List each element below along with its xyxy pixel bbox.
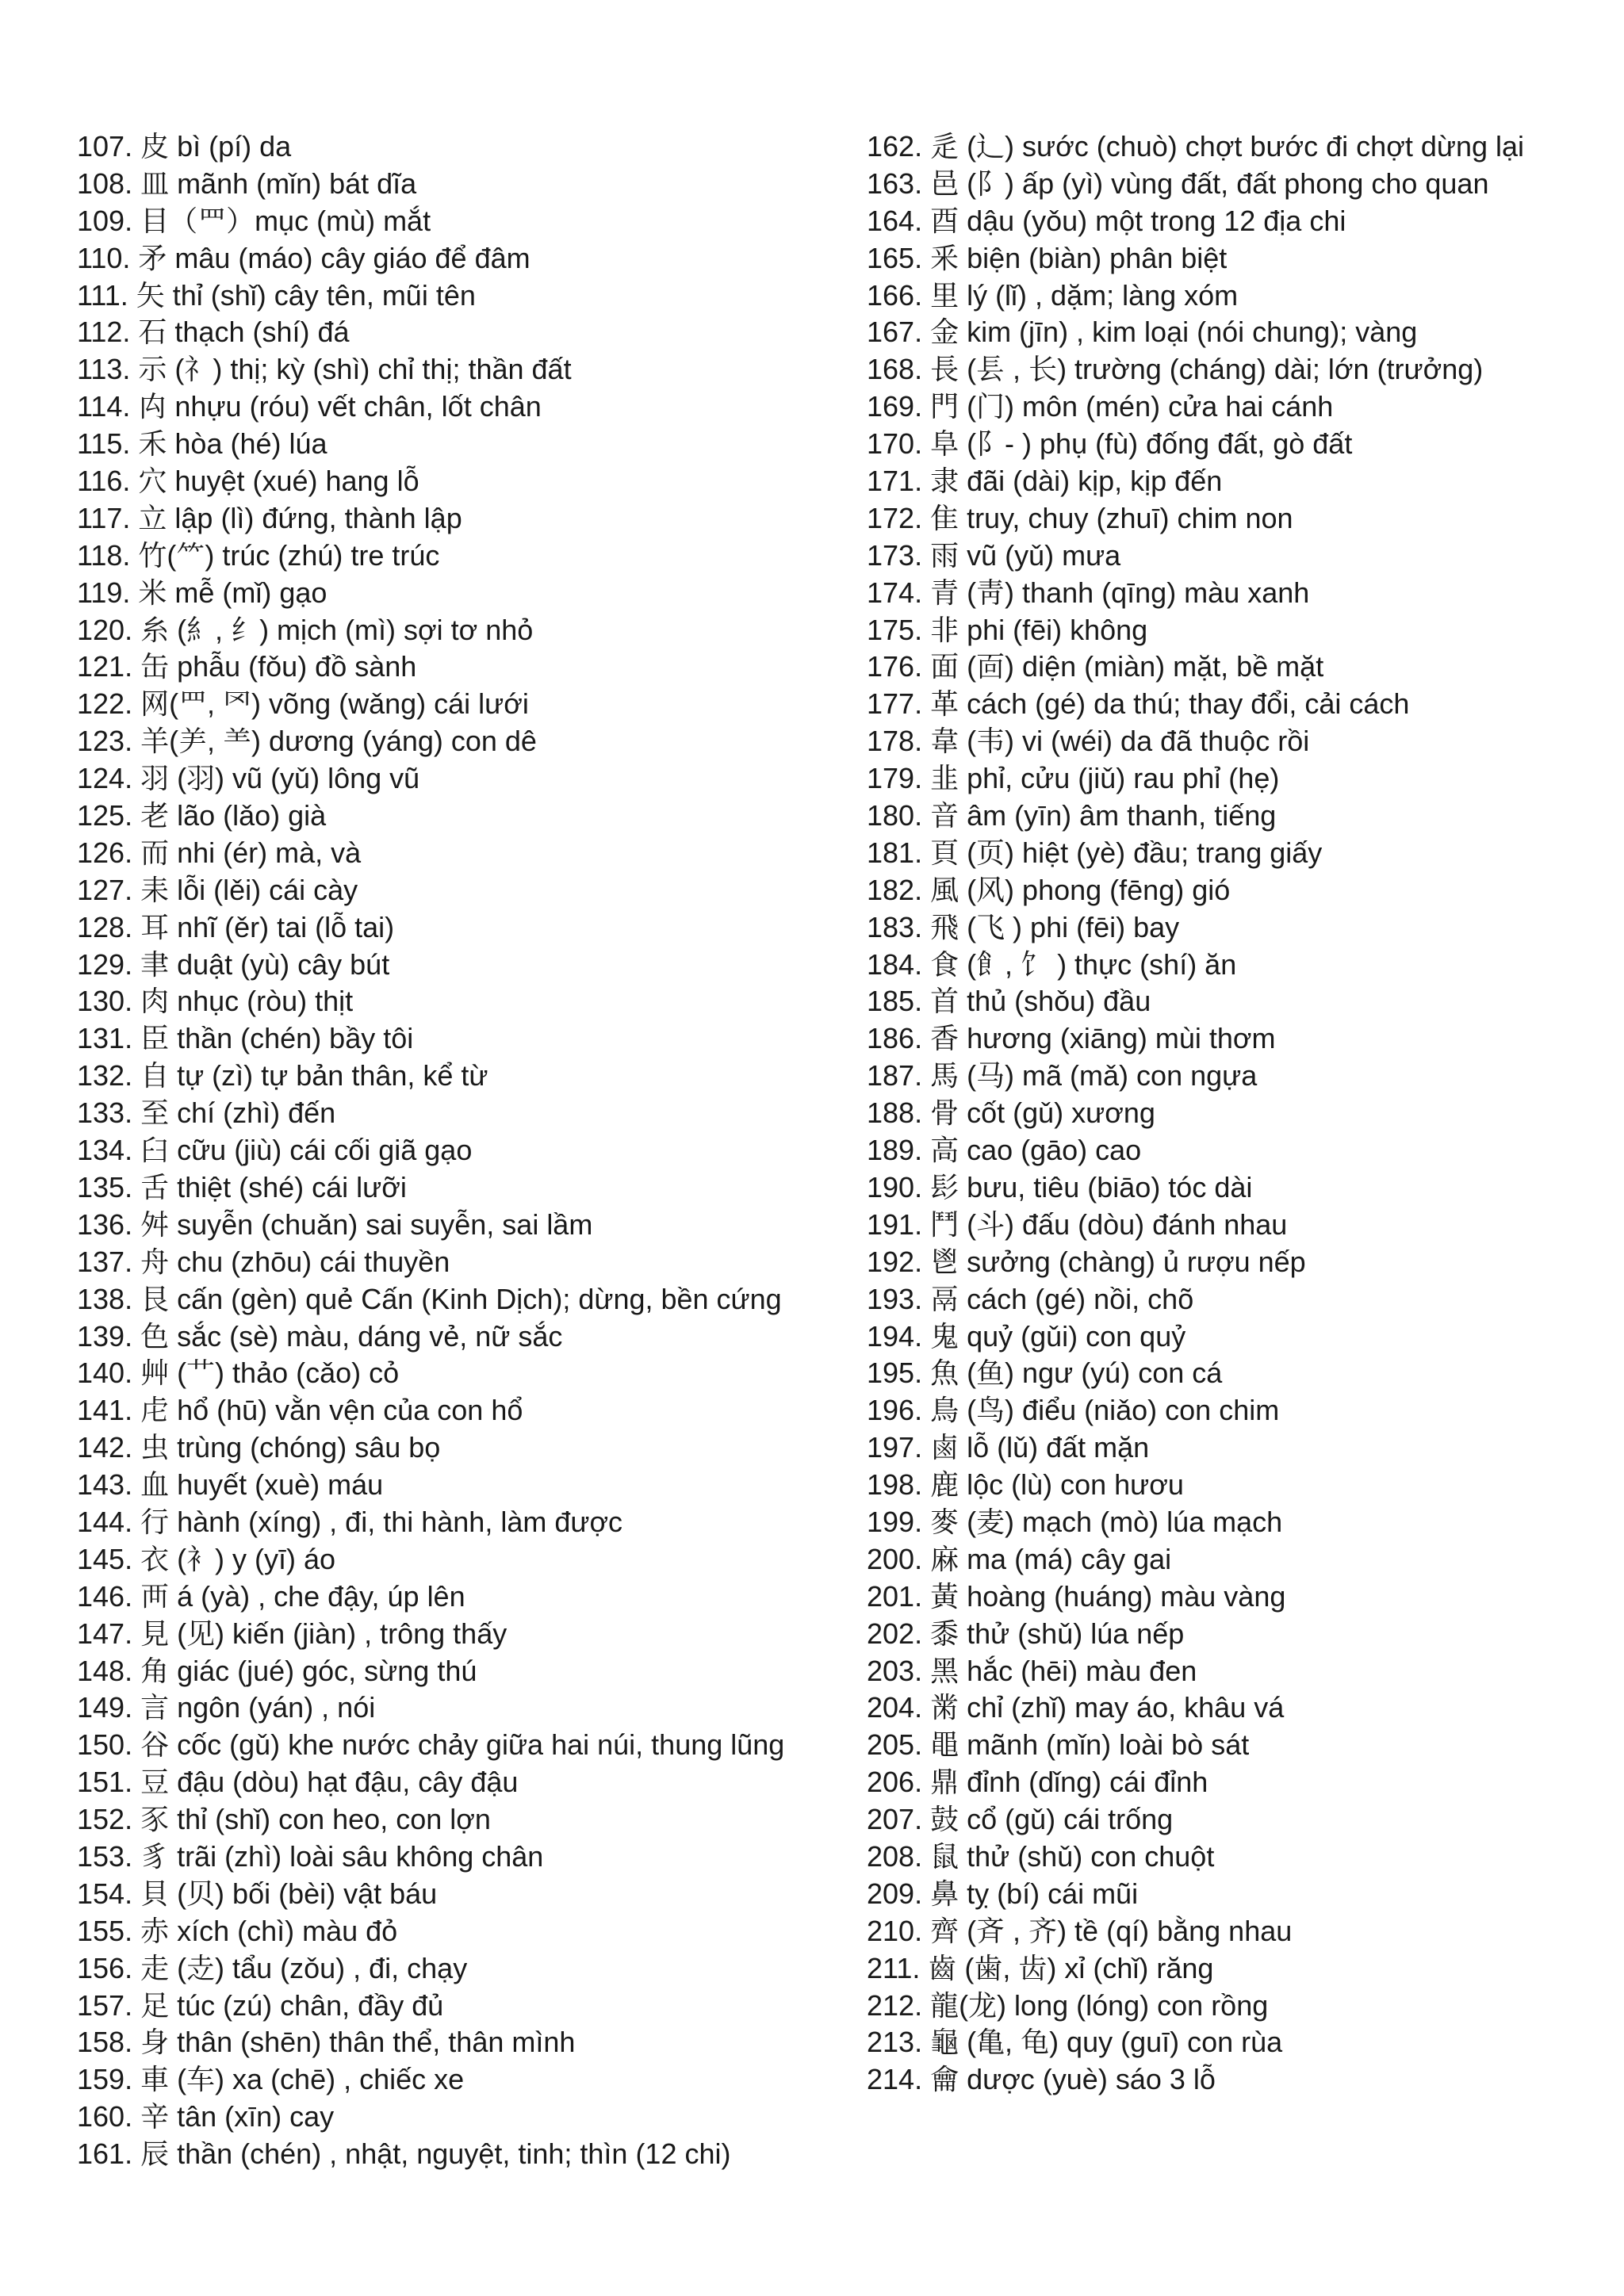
radical-entry: 211. 齒 (歯, 齿) xỉ (chǐ) răng	[867, 1951, 1214, 1984]
radical-entry: 118. 竹(⺮) trúc (zhú) tre trúc	[77, 538, 440, 572]
radical-entry: 111. 矢 thỉ (shǐ) cây tên, mũi tên	[77, 278, 476, 312]
radical-entry: 132. 自 tự (zì) tự bản thân, kể từ	[77, 1059, 488, 1093]
radical-entry: 176. 面 (靣) diện (miàn) mặt, bề mặt	[867, 650, 1324, 683]
radical-entry: 146. 襾 á (yà) , che đậy, úp lên	[77, 1579, 465, 1613]
radical-entry: 178. 韋 (韦) vi (wéi) da đã thuộc rồi	[867, 725, 1310, 758]
radical-entry: 131. 臣 thần (chén) bầy tôi	[77, 1022, 414, 1055]
radical-entry: 167. 金 kim (jīn) , kim loại (nói chung); vàng	[867, 316, 1418, 349]
radical-entry: 153. 豸 trãi (zhì) loài sâu không chân	[77, 1839, 544, 1873]
radical-entry: 124. 羽 (羽) vũ (yǔ) lông vũ	[77, 762, 420, 795]
radical-entry: 206. 鼎 đỉnh (dǐng) cái đỉnh	[867, 1766, 1208, 1799]
radical-entry: 161. 辰 thần (chén) , nhật, nguyệt, tinh; thìn (12 chi)	[77, 2137, 731, 2171]
radical-entry: 137. 舟 chu (zhōu) cái thuyền	[77, 1245, 450, 1278]
radical-entry: 158. 身 thân (shēn) thân thể, thân mình	[77, 2026, 576, 2059]
radical-entry: 120. 糸 (糹, 纟) mịch (mì) sợi tơ nhỏ	[77, 613, 534, 646]
radical-entry: 139. 色 sắc (sè) màu, dáng vẻ, nữ sắc	[77, 1319, 563, 1353]
radical-entry: 207. 鼓 cổ (gǔ) cái trống	[867, 1803, 1174, 1836]
radical-entry: 171. 隶 đãi (dài) kịp, kịp đến	[867, 465, 1223, 498]
radical-entry: 125. 老 lão (lǎo) già	[77, 799, 327, 832]
radical-entry: 155. 赤 xích (chì) màu đỏ	[77, 1914, 398, 1947]
radical-entry: 110. 矛 mâu (máo) cây giáo để đâm	[77, 241, 530, 274]
radical-entry: 145. 衣 (衤) y (yī) áo	[77, 1542, 336, 1575]
radical-entry: 154. 貝 (贝) bối (bèi) vật báu	[77, 1877, 438, 1910]
radical-entry: 159. 車 (车) xa (chē) , chiếc xe	[77, 2063, 465, 2096]
radical-entry: 134. 臼 cữu (jiù) cái cối giã gạo	[77, 1134, 473, 1167]
radical-entry: 192. 鬯 sưởng (chàng) ủ rượu nếp	[867, 1245, 1306, 1278]
radical-entry: 136. 舛 suyễn (chuǎn) sai suyễn, sai lầm	[77, 1207, 593, 1241]
radical-entry: 184. 食 (飠, 饣 ) thực (shí) ăn	[867, 947, 1237, 981]
radical-entry: 166. 里 lý (lǐ) , dặm; làng xóm	[867, 278, 1239, 312]
radical-entry: 183. 飛 (飞 ) phi (fēi) bay	[867, 910, 1180, 943]
radical-entry: 160. 辛 tân (xīn) cay	[77, 2100, 335, 2133]
radical-entry: 174. 青 (靑) thanh (qīng) màu xanh	[867, 576, 1310, 609]
radical-entry: 186. 香 hương (xiāng) mùi thơm	[867, 1022, 1276, 1055]
radical-entry: 170. 阜 (阝- ) phụ (fù) đống đất, gò đất	[867, 427, 1353, 461]
radical-entry: 114. 禸 nhựu (róu) vết chân, lốt chân	[77, 390, 542, 423]
radical-entry: 113. 示 (礻) thị; kỳ (shì) chỉ thị; thần đất	[77, 353, 572, 386]
radical-entry: 108. 皿 mãnh (mǐn) bát dĩa	[77, 166, 417, 200]
radical-entry: 205. 黽 mãnh (mǐn) loài bò sát	[867, 1728, 1250, 1762]
radical-entry: 142. 虫 trùng (chóng) sâu bọ	[77, 1431, 441, 1464]
radical-entry: 180. 音 âm (yīn) âm thanh, tiếng	[867, 799, 1277, 832]
radical-entry: 129. 聿 duật (yù) cây bút	[77, 947, 390, 981]
radical-entry: 213. 龜 (亀, 龟) quy (guī) con rùa	[867, 2026, 1283, 2059]
radical-entry: 140. 艸 (艹) thảo (cǎo) cỏ	[77, 1357, 400, 1390]
radical-entry: 200. 麻 ma (má) cây gai	[867, 1542, 1172, 1575]
radical-entry: 177. 革 cách (gé) da thú; thay đổi, cải cách	[867, 687, 1410, 721]
radical-entry: 210. 齊 (斉 , 齐) tề (qí) bằng nhau	[867, 1914, 1293, 1947]
radical-entry: 121. 缶 phẫu (fǒu) đồ sành	[77, 650, 417, 683]
radical-entry: 172. 隹 truy, chuy (zhuī) chim non	[867, 501, 1293, 534]
radical-entry: 194. 鬼 quỷ (gǔi) con quỷ	[867, 1319, 1186, 1353]
radical-entry: 143. 血 huyết (xuè) máu	[77, 1468, 384, 1502]
radical-entry: 128. 耳 nhĩ (ěr) tai (lỗ tai)	[77, 910, 395, 943]
radical-list-left-column	[77, 128, 854, 2173]
radical-entry: 181. 頁 (页) hiệt (yè) đầu; trang giấy	[867, 836, 1323, 869]
radical-entry: 199. 麥 (麦) mạch (mò) lúa mạch	[867, 1505, 1283, 1538]
radical-entry: 208. 鼠 thử (shǔ) con chuột	[867, 1839, 1215, 1873]
radical-entry: 187. 馬 (马) mã (mǎ) con ngựa	[867, 1059, 1258, 1093]
radical-entry: 195. 魚 (鱼) ngư (yú) con cá	[867, 1357, 1223, 1390]
radical-entry: 168. 長 (镸 , 长) trường (cháng) dài; lớn (trưởng)	[867, 353, 1484, 386]
radical-entry: 179. 韭 phỉ, cửu (jiǔ) rau phỉ (hẹ)	[867, 762, 1280, 795]
radical-entry: 144. 行 hành (xíng) , đi, thi hành, làm được	[77, 1505, 623, 1538]
radical-entry: 138. 艮 cấn (gèn) quẻ Cấn (Kinh Dịch); dừng, bền cứng	[77, 1282, 782, 1315]
radical-entry: 116. 穴 huyệt (xué) hang lỗ	[77, 465, 419, 498]
radical-entry: 156. 走 (赱) tẩu (zǒu) , đi, chạy	[77, 1951, 468, 1984]
radical-entry: 164. 酉 dậu (yǒu) một trong 12 địa chi	[867, 204, 1346, 237]
radical-entry: 126. 而 nhi (ér) mà, và	[77, 836, 362, 869]
radical-list-right-column	[867, 128, 1612, 2099]
radical-entry: 109. 目（罒）mục (mù) mắt	[77, 204, 431, 237]
radical-entry: 196. 鳥 (鸟) điểu (niǎo) con chim	[867, 1394, 1280, 1427]
radical-entry: 127. 耒 lỗi (lěi) cái cày	[77, 873, 358, 906]
radical-entry: 214. 龠 dược (yuè) sáo 3 lỗ	[867, 2063, 1216, 2096]
radical-entry: 117. 立 lập (lì) đứng, thành lập	[77, 501, 462, 534]
radical-entry: 189. 高 cao (gāo) cao	[867, 1134, 1142, 1167]
radical-entry: 198. 鹿 lộc (lù) con hươu	[867, 1468, 1184, 1502]
radical-entry: 188. 骨 cốt (gǔ) xương	[867, 1096, 1155, 1130]
radical-entry: 152. 豕 thỉ (shǐ) con heo, con lợn	[77, 1803, 491, 1836]
radical-entry: 163. 邑 (阝) ấp (yì) vùng đất, đất phong cho quan	[867, 166, 1489, 200]
radical-entry: 133. 至 chí (zhì) đến	[77, 1096, 336, 1130]
radical-entry: 182. 風 (风) phong (fēng) gió	[867, 873, 1231, 906]
radical-entry: 107. 皮 bì (pí) da	[77, 130, 292, 163]
radical-entry: 173. 雨 vũ (yǔ) mưa	[867, 538, 1121, 572]
radical-entry: 202. 黍 thử (shǔ) lúa nếp	[867, 1617, 1185, 1650]
radical-entry: 175. 非 phi (fēi) không	[867, 613, 1148, 646]
radical-entry: 209. 鼻 tỵ (bí) cái mũi	[867, 1877, 1139, 1910]
radical-entry: 197. 鹵 lỗ (lǔ) đất mặn	[867, 1431, 1150, 1464]
radical-entry: 162. 辵 (辶) sước (chuò) chợt bước đi chợt dừng lại	[867, 130, 1525, 163]
radical-entry: 185. 首 thủ (shǒu) đầu	[867, 985, 1151, 1018]
radical-entry: 212. 龍(龙) long (lóng) con rồng	[867, 1988, 1269, 2022]
radical-entry: 135. 舌 thiệt (shé) cái lưỡi	[77, 1170, 407, 1203]
radical-entry: 157. 足 túc (zú) chân, đầy đủ	[77, 1988, 444, 2022]
radical-entry: 169. 門 (门) môn (mén) cửa hai cánh	[867, 390, 1334, 423]
radical-entry: 148. 角 giác (jué) góc, sừng thú	[77, 1654, 477, 1687]
radical-entry: 147. 見 (见) kiến (jiàn) , trông thấy	[77, 1617, 508, 1650]
radical-entry: 112. 石 thạch (shí) đá	[77, 316, 350, 349]
radical-entry: 115. 禾 hòa (hé) lúa	[77, 427, 327, 461]
radical-entry: 130. 肉 nhục (ròu) thịt	[77, 985, 354, 1018]
radical-entry: 150. 谷 cốc (gǔ) khe nước chảy giữa hai núi, thung lũng	[77, 1728, 785, 1762]
radical-entry: 193. 鬲 cách (gé) nồi, chõ	[867, 1282, 1194, 1315]
radical-entry: 149. 言 ngôn (yán) , nói	[77, 1691, 376, 1724]
radical-entry: 123. 羊(⺶, ⺷) dương (yáng) con dê	[77, 725, 537, 758]
radical-entry: 141. 虍 hổ (hū) vằn vện của con hổ	[77, 1394, 523, 1427]
radical-entry: 203. 黑 hắc (hēi) màu đen	[867, 1654, 1197, 1687]
radical-entry: 165. 釆 biện (biàn) phân biệt	[867, 241, 1228, 274]
radical-entry: 119. 米 mễ (mǐ) gạo	[77, 576, 327, 609]
radical-entry: 122. 网(罒, 罓) võng (wǎng) cái lưới	[77, 687, 529, 721]
radical-entry: 204. 黹 chỉ (zhǐ) may áo, khâu vá	[867, 1691, 1285, 1724]
radical-entry: 191. 鬥 (斗) đấu (dòu) đánh nhau	[867, 1207, 1288, 1241]
radical-entry: 201. 黃 hoàng (huáng) màu vàng	[867, 1579, 1286, 1613]
radical-entry: 190. 髟 bưu, tiêu (biāo) tóc dài	[867, 1170, 1253, 1203]
radical-entry: 151. 豆 đậu (dòu) hạt đậu, cây đậu	[77, 1766, 519, 1799]
